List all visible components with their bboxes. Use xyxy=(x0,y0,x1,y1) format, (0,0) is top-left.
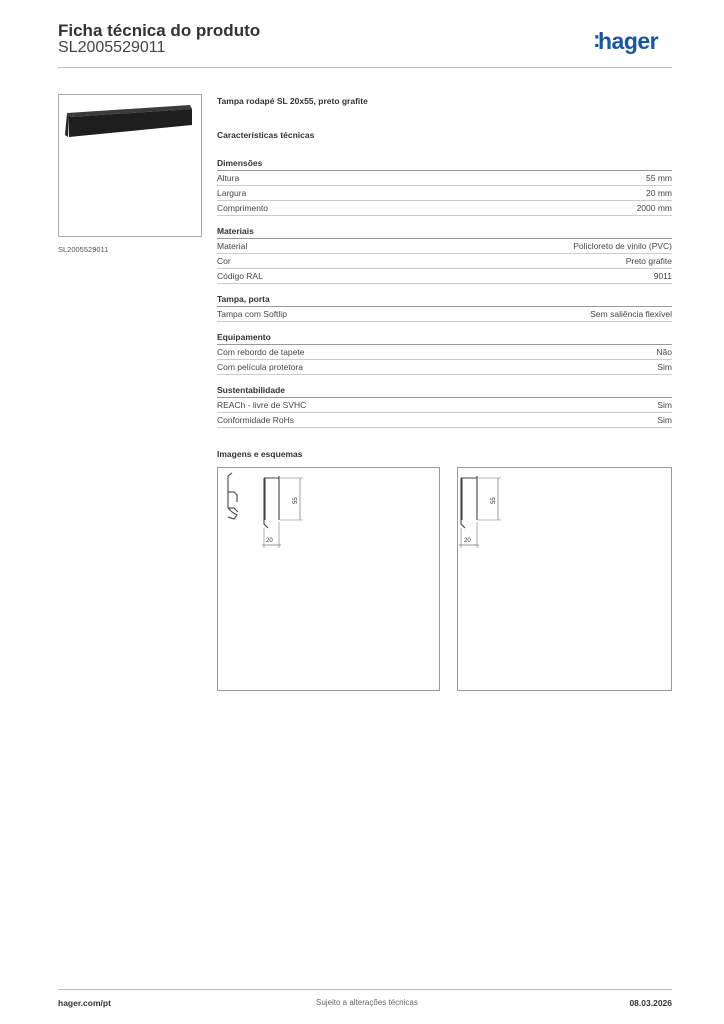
spec-label: Com película protetora xyxy=(217,362,303,372)
height-dimension: 55 xyxy=(293,497,299,504)
spec-row xyxy=(217,345,672,360)
spec-label: REACh - livre de SVHC xyxy=(217,400,307,410)
spec-row xyxy=(217,413,672,428)
spec-value: Sim xyxy=(657,362,672,372)
width-dimension: 20 xyxy=(266,538,273,544)
spec-group-sustainability xyxy=(217,385,672,428)
footer-disclaimer: Sujeito a alterações técnicas xyxy=(316,998,418,1007)
logo-dots-icon: : xyxy=(593,26,601,52)
spec-row xyxy=(217,254,672,269)
spec-group-title: Equipamento xyxy=(217,332,672,345)
page-title: Ficha técnica do produto xyxy=(58,21,261,40)
spec-row xyxy=(217,239,672,254)
spec-label: Largura xyxy=(217,188,247,198)
specs-title: Características técnicas xyxy=(217,130,315,140)
spec-label: Altura xyxy=(217,173,240,183)
spec-row xyxy=(217,307,672,322)
spec-label: Material xyxy=(217,241,248,251)
spec-value: 55 mm xyxy=(646,173,672,183)
spec-value: Sem saliência flexível xyxy=(590,309,672,319)
spec-row xyxy=(217,360,672,375)
spec-row xyxy=(217,201,672,216)
spec-value: Preto grafite xyxy=(625,256,672,266)
spec-label: Tampa com Softlip xyxy=(217,309,287,319)
product-name: Tampa rodapé SL 20x55, preto grafite xyxy=(217,96,368,106)
spec-label: Código RAL xyxy=(217,271,263,281)
spec-value: Sim xyxy=(657,400,672,410)
width-dimension: 20 xyxy=(464,538,471,544)
spec-row xyxy=(217,171,672,186)
spec-group-cover xyxy=(217,294,672,322)
spec-value: Não xyxy=(656,347,672,357)
product-photo xyxy=(58,94,202,237)
spec-group-title: Dimensões xyxy=(217,158,672,171)
technical-drawing-1-svg xyxy=(218,468,439,690)
spec-group-equipment xyxy=(217,332,672,375)
spec-group-title: Materiais xyxy=(217,226,672,239)
spec-label: Comprimento xyxy=(217,203,269,213)
spec-group-dimensions xyxy=(217,158,672,216)
hager-logo xyxy=(593,28,658,55)
height-dimension: 55 xyxy=(491,497,497,504)
spec-value: Sim xyxy=(657,415,672,425)
spec-group-materials xyxy=(217,226,672,284)
technical-drawing-1 xyxy=(217,467,440,691)
technical-drawing-2 xyxy=(457,467,672,691)
spec-label: Conformidade RoHs xyxy=(217,415,295,425)
header-divider xyxy=(58,67,672,68)
logo-text: hager xyxy=(598,28,659,54)
specs-section xyxy=(217,96,672,438)
technical-drawing-2-svg xyxy=(458,468,671,690)
spec-row xyxy=(217,398,672,413)
product-code: SL2005529011 xyxy=(58,39,166,56)
spec-value: 9011 xyxy=(653,271,672,281)
spec-value: 20 mm xyxy=(646,188,672,198)
spec-label: Cor xyxy=(217,256,231,266)
product-photo-illustration xyxy=(59,95,201,236)
footer-divider xyxy=(58,989,672,990)
spec-row xyxy=(217,186,672,201)
footer-website-link[interactable]: hager.com/pt xyxy=(58,998,111,1008)
spec-label: Com rebordo de tapete xyxy=(217,347,305,357)
footer-date: 08.03.2026 xyxy=(629,998,672,1008)
spec-value: Policloreto de vinilo (PVC) xyxy=(573,241,672,251)
spec-group-title: Sustentabilidade xyxy=(217,385,672,398)
images-title: Imagens e esquemas xyxy=(217,449,303,459)
photo-caption: SL2005529011 xyxy=(58,245,109,254)
spec-value: 2000 mm xyxy=(636,203,672,213)
spec-row xyxy=(217,269,672,284)
spec-group-title: Tampa, porta xyxy=(217,294,672,307)
